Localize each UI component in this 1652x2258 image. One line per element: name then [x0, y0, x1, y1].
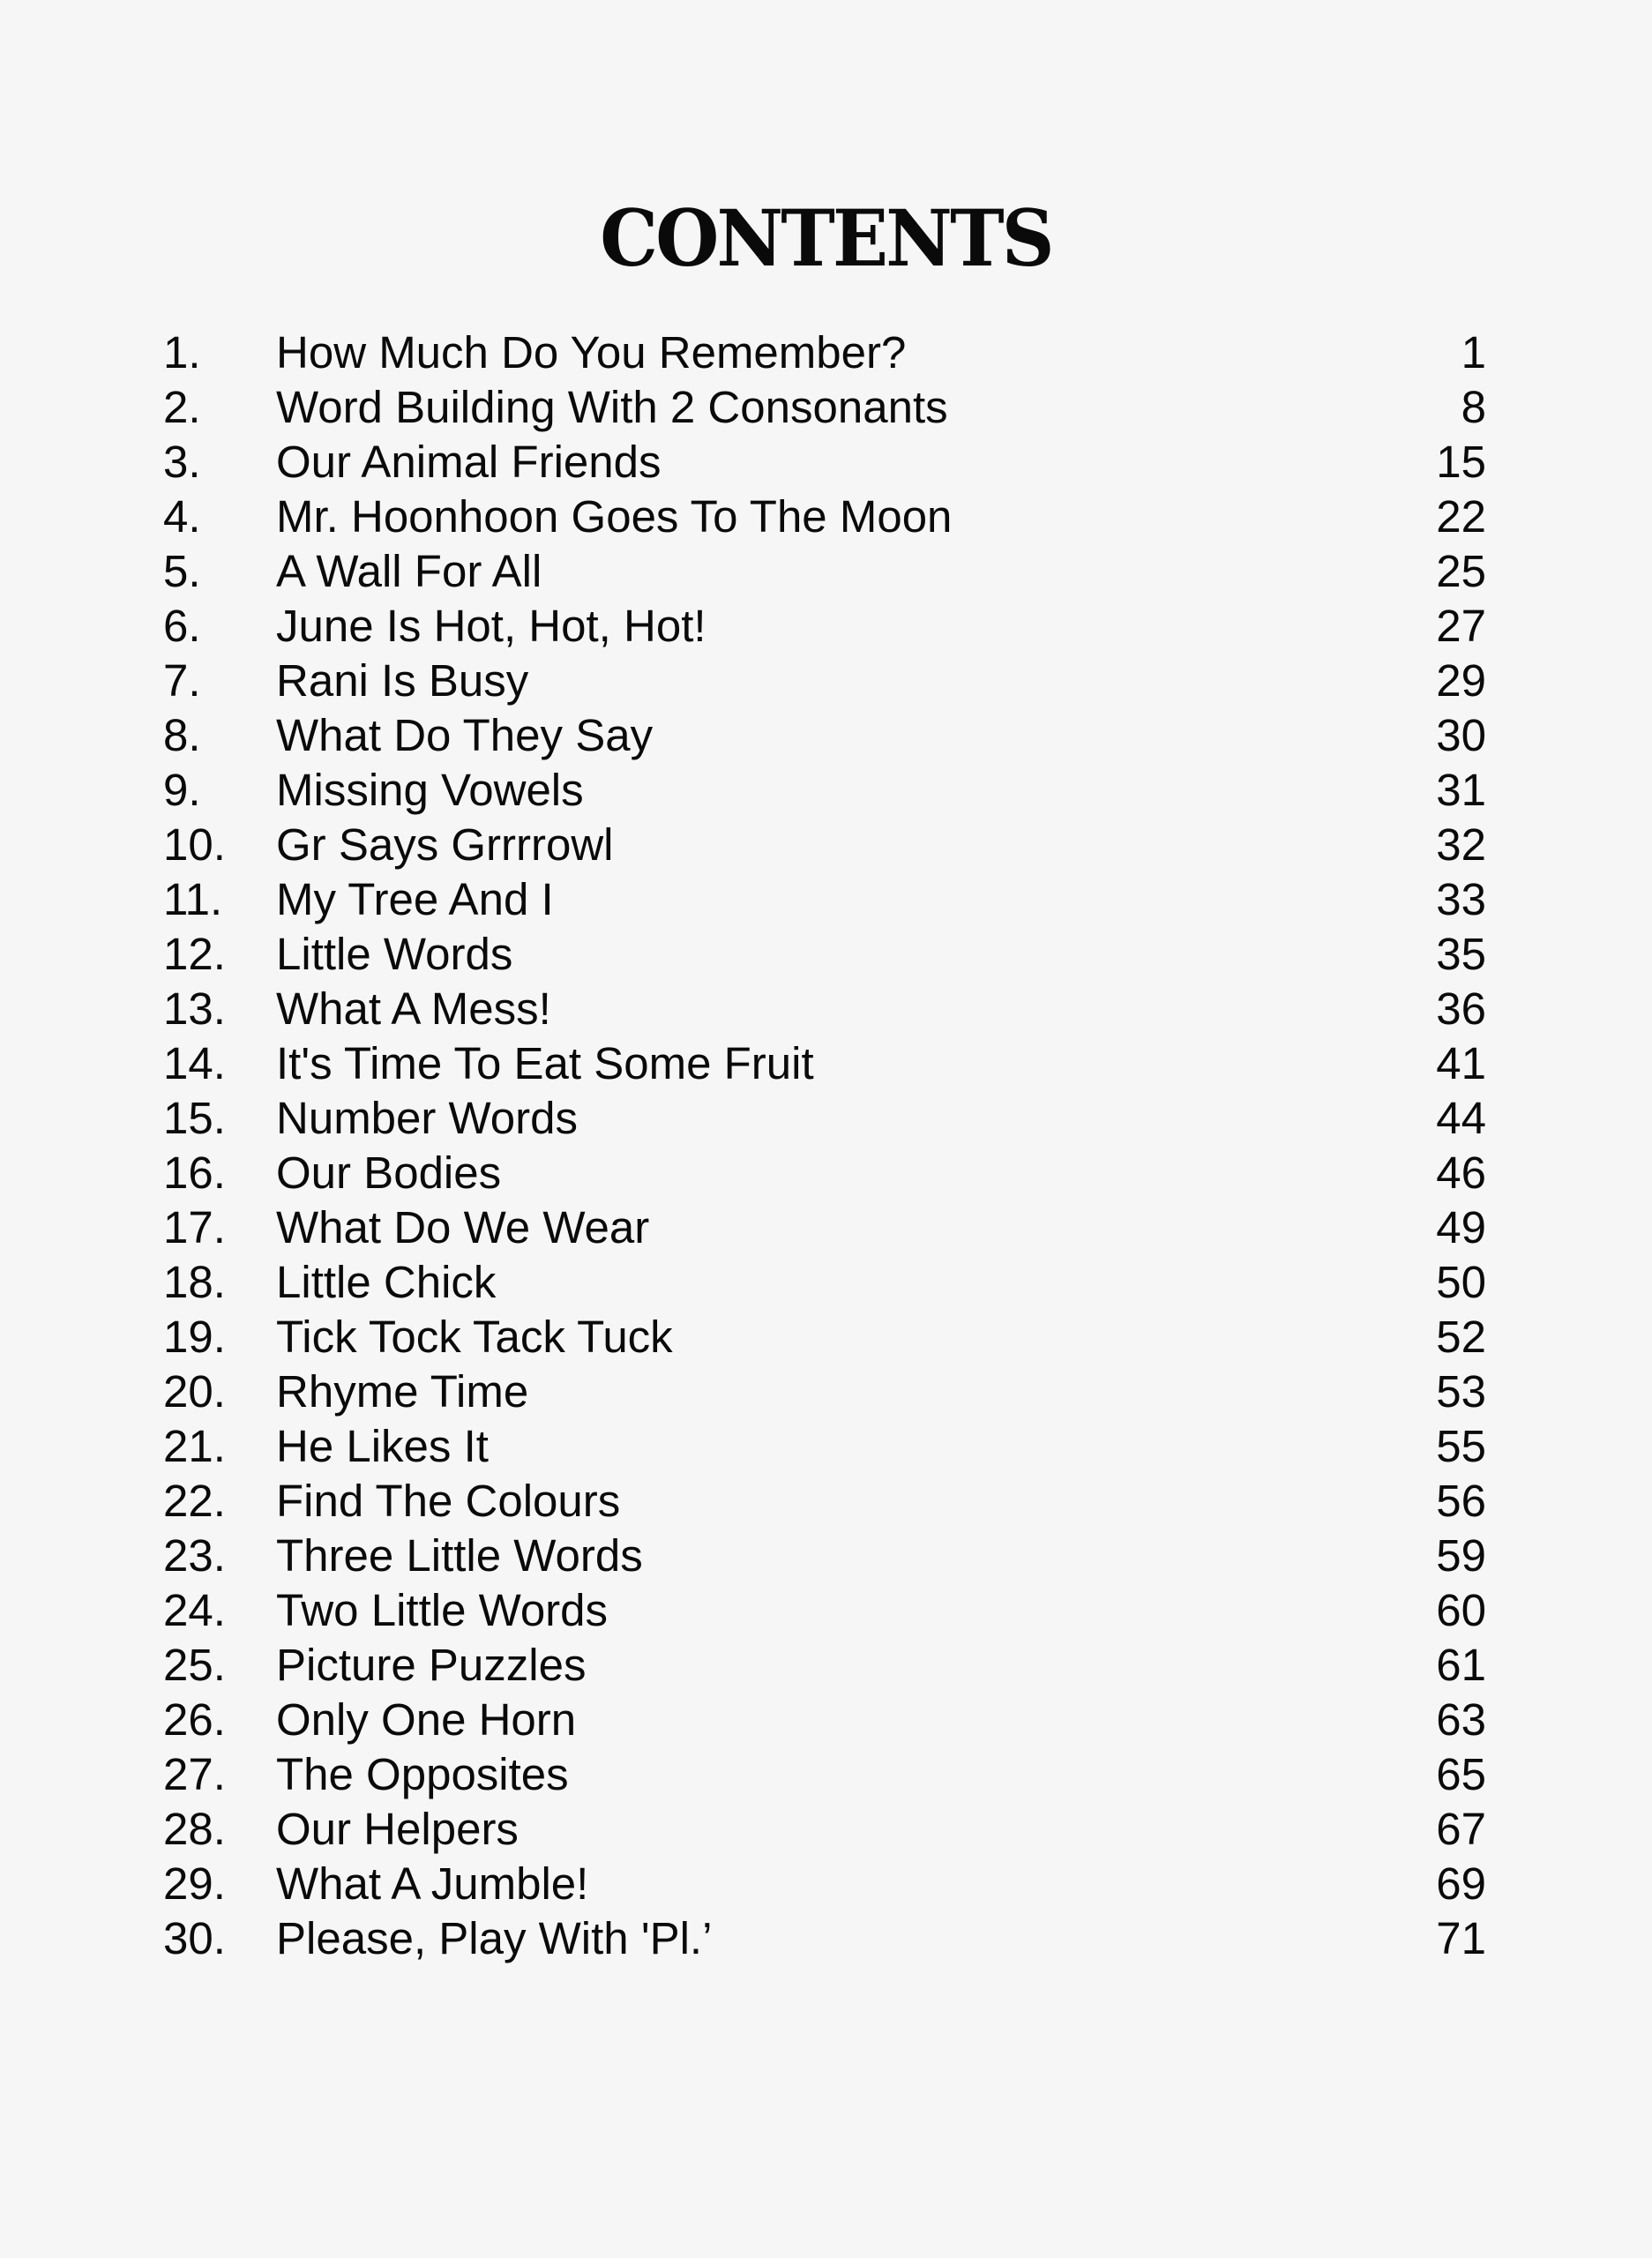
- entry-title: Little Words: [276, 929, 513, 979]
- entry-title: He Likes It: [276, 1421, 489, 1471]
- entry-title: What Do They Say: [276, 710, 654, 760]
- entry-title: Please, Play With 'Pl.’: [276, 1913, 713, 1963]
- contents-entry: [163, 599, 1486, 654]
- entry-number: 29.: [163, 1858, 226, 1909]
- entry-title: Rhyme Time: [276, 1366, 529, 1417]
- page-title: CONTENTS: [600, 192, 1052, 284]
- contents-entry: [163, 1802, 1486, 1857]
- entry-number: 12.: [163, 929, 226, 979]
- contents-entry: [163, 872, 1486, 927]
- entry-number: 6.: [163, 601, 201, 651]
- entry-number: 5.: [163, 546, 201, 596]
- entry-page-number: 8: [1461, 382, 1486, 432]
- entry-page-number: 41: [1436, 1038, 1486, 1088]
- entry-title: Find The Colours: [276, 1476, 621, 1526]
- entry-page-number: 30: [1436, 710, 1486, 760]
- entry-title: It's Time To Eat Some Fruit: [276, 1038, 814, 1088]
- entry-page-number: 49: [1436, 1202, 1486, 1252]
- entry-number: 26.: [163, 1694, 226, 1745]
- entry-title: How Much Do You Remember?: [276, 327, 907, 378]
- entry-page-number: 32: [1436, 819, 1486, 870]
- contents-entry: [163, 708, 1486, 763]
- contents-entry: [163, 380, 1486, 435]
- entry-title: Picture Puzzles: [276, 1640, 587, 1690]
- contents-entry: [163, 1474, 1486, 1529]
- entry-number: 20.: [163, 1366, 226, 1417]
- entry-title: What A Jumble!: [276, 1858, 589, 1909]
- entry-number: 18.: [163, 1257, 226, 1307]
- contents-entry: [163, 435, 1486, 490]
- entry-title: A Wall For All: [276, 546, 542, 596]
- entry-page-number: 31: [1436, 765, 1486, 815]
- contents-entry: [163, 1529, 1486, 1583]
- entry-page-number: 1: [1461, 327, 1486, 378]
- entry-title: Our Animal Friends: [276, 437, 662, 487]
- entry-title: My Tree And I: [276, 874, 554, 924]
- entry-page-number: 56: [1436, 1476, 1486, 1526]
- contents-entry: [163, 1310, 1486, 1365]
- entry-page-number: 52: [1436, 1312, 1486, 1362]
- entry-page-number: 65: [1436, 1749, 1486, 1799]
- entry-title: Our Bodies: [276, 1148, 502, 1198]
- contents-entry: [163, 1693, 1486, 1747]
- entry-number: 11.: [163, 874, 223, 924]
- entry-page-number: 35: [1436, 929, 1486, 979]
- entry-title: Number Words: [276, 1093, 578, 1143]
- contents-entry: [163, 1146, 1486, 1200]
- contents-entry: [163, 654, 1486, 708]
- entry-page-number: 63: [1436, 1694, 1486, 1745]
- entry-page-number: 55: [1436, 1421, 1486, 1471]
- entry-number: 19.: [163, 1312, 226, 1362]
- entry-title: Three Little Words: [276, 1530, 643, 1581]
- contents-entry: [163, 325, 1486, 380]
- contents-entry: [163, 490, 1486, 544]
- entry-number: 25.: [163, 1640, 226, 1690]
- entry-number: 9.: [163, 765, 201, 815]
- contents-entry: [163, 1365, 1486, 1419]
- contents-list: [163, 325, 1486, 1966]
- contents-entry: [163, 1255, 1486, 1310]
- entry-page-number: 60: [1436, 1585, 1486, 1635]
- entry-title: Missing Vowels: [276, 765, 584, 815]
- entry-number: 8.: [163, 710, 201, 760]
- entry-page-number: 36: [1436, 983, 1486, 1034]
- entry-title: June Is Hot, Hot, Hot!: [276, 601, 706, 651]
- contents-entry: [163, 1091, 1486, 1146]
- contents-entry: [163, 982, 1486, 1036]
- contents-entry: [163, 1036, 1486, 1091]
- entry-title: What Do We Wear: [276, 1202, 650, 1252]
- contents-entry: [163, 1419, 1486, 1474]
- entry-title: Only One Horn: [276, 1694, 577, 1745]
- entry-page-number: 53: [1436, 1366, 1486, 1417]
- contents-entry: [163, 763, 1486, 818]
- contents-entry: [163, 1583, 1486, 1638]
- contents-entry: [163, 1638, 1486, 1693]
- entry-title: Gr Says Grrrrowl: [276, 819, 614, 870]
- entry-number: 10.: [163, 819, 226, 870]
- entry-title: The Opposites: [276, 1749, 569, 1799]
- entry-page-number: 44: [1436, 1093, 1486, 1143]
- contents-entry: [163, 818, 1486, 872]
- entry-number: 13.: [163, 983, 226, 1034]
- entry-number: 2.: [163, 382, 201, 432]
- entry-number: 15.: [163, 1093, 226, 1143]
- entry-page-number: 69: [1436, 1858, 1486, 1909]
- entry-number: 16.: [163, 1148, 226, 1198]
- entry-number: 21.: [163, 1421, 226, 1471]
- entry-title: What A Mess!: [276, 983, 551, 1034]
- entry-number: 30.: [163, 1913, 226, 1963]
- entry-title: Little Chick: [276, 1257, 497, 1307]
- entry-number: 1.: [163, 327, 201, 378]
- entry-page-number: 27: [1436, 601, 1486, 651]
- entry-number: 24.: [163, 1585, 226, 1635]
- entry-page-number: 61: [1436, 1640, 1486, 1690]
- entry-number: 7.: [163, 655, 201, 706]
- contents-entry: [163, 1200, 1486, 1255]
- entry-page-number: 50: [1436, 1257, 1486, 1307]
- contents-entry: [163, 1747, 1486, 1802]
- entry-number: 17.: [163, 1202, 226, 1252]
- entry-page-number: 67: [1436, 1804, 1486, 1854]
- entry-page-number: 22: [1436, 491, 1486, 542]
- entry-number: 23.: [163, 1530, 226, 1581]
- contents-entry: [163, 1857, 1486, 1911]
- entry-page-number: 46: [1436, 1148, 1486, 1198]
- entry-title: Mr. Hoonhoon Goes To The Moon: [276, 491, 953, 542]
- entry-number: 3.: [163, 437, 201, 487]
- entry-page-number: 71: [1436, 1913, 1486, 1963]
- entry-page-number: 59: [1436, 1530, 1486, 1581]
- entry-title: Tick Tock Tack Tuck: [276, 1312, 673, 1362]
- entry-page-number: 25: [1436, 546, 1486, 596]
- entry-number: 14.: [163, 1038, 226, 1088]
- contents-entry: [163, 1911, 1486, 1966]
- entry-title: Rani Is Busy: [276, 655, 529, 706]
- entry-title: Our Helpers: [276, 1804, 519, 1854]
- entry-number: 28.: [163, 1804, 226, 1854]
- entry-number: 27.: [163, 1749, 226, 1799]
- entry-number: 22.: [163, 1476, 226, 1526]
- entry-title: Word Building With 2 Consonants: [276, 382, 948, 432]
- entry-number: 4.: [163, 491, 201, 542]
- entry-page-number: 33: [1436, 874, 1486, 924]
- entry-title: Two Little Words: [276, 1585, 609, 1635]
- entry-page-number: 15: [1436, 437, 1486, 487]
- contents-entry: [163, 544, 1486, 599]
- contents-entry: [163, 927, 1486, 982]
- entry-page-number: 29: [1436, 655, 1486, 706]
